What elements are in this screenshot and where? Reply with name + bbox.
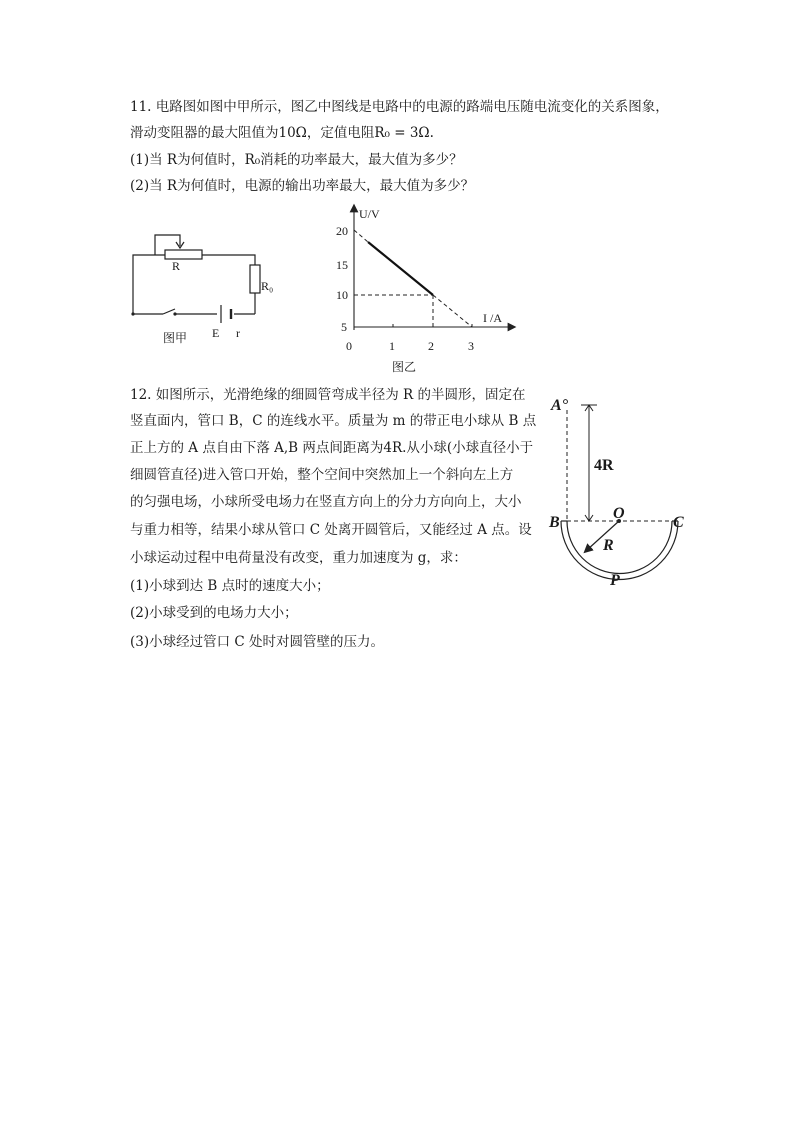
y-tick-10: 10 <box>336 288 348 302</box>
q12-question-2: (2)小球受到的电场力大小； <box>130 605 298 621</box>
x-tick-0: 0 <box>346 339 352 353</box>
q12-line-7: 小球运动过程中电荷量没有改变，重力加速度为 g，求： <box>130 550 467 566</box>
q12-line-4: 细圆管直径)进入管口开始，整个空间中突然加上一个斜向左上方 <box>130 467 514 483</box>
label-R0: R₀ <box>261 279 274 293</box>
q12-question-3: (3)小球经过管口 C 处时对圆管壁的压力。 <box>130 634 385 650</box>
x-axis-label: I /A <box>483 311 502 325</box>
y-tick-5: 5 <box>341 320 347 334</box>
x-tick-2: 2 <box>428 339 434 353</box>
resistor-R0 <box>250 265 260 293</box>
q11-question-2: (2)当 R为何值时，电源的输出功率最大，最大值为多少？ <box>130 178 475 194</box>
label-r: r <box>236 326 240 340</box>
q12-line-5: 的匀强电场，小球所受电场力在竖直方向上的分力方向向上，大小 <box>130 494 522 510</box>
graph-line <box>368 242 433 295</box>
y-tick-20: 20 <box>336 224 348 238</box>
semicircle-tube-figure <box>545 390 705 590</box>
ui-graph <box>330 200 520 375</box>
label-B: B <box>549 514 560 531</box>
circuit-diagram <box>125 225 285 350</box>
label-A: A° <box>551 397 569 414</box>
y-axis-label: U/V <box>359 207 380 221</box>
label-4R: 4R <box>594 457 614 474</box>
q12-question-1: (1)小球到达 B 点时的速度大小； <box>130 578 330 594</box>
label-C: C <box>673 514 684 531</box>
q11-line-1: 11. 电路图如图中甲所示，图乙中图线是电路中的电源的路端电压随电流变化的关系图象， <box>130 99 669 115</box>
q12-line-2: 竖直面内，管口 B，C 的连线水平。质量为 m 的带正电小球从 B 点 <box>130 413 537 429</box>
label-O: O <box>613 505 625 522</box>
q12-line-3: 正上方的 A 点自由下落 A,B 两点间距离为4R.从小球(小球直径小于 <box>130 440 534 456</box>
q11-line-2: 滑动变阻器的最大阻值为10Ω，定值电阻R₀ = 3Ω. <box>130 125 434 141</box>
label-E: E <box>212 326 220 340</box>
x-tick-3: 3 <box>468 339 474 353</box>
label-R: R <box>172 259 181 273</box>
y-tick-15: 15 <box>336 258 348 272</box>
caption-jia: 图甲 <box>163 331 188 345</box>
rheostat-R <box>165 250 202 259</box>
q12-line-1: 12. 如图所示，光滑绝缘的细圆管弯成半径为 R 的半圆形，固定在 <box>130 387 526 403</box>
q12-line-6: 与重力相等，结果小球从管口 C 处离开圆管后，又能经过 A 点。设 <box>130 522 532 538</box>
caption-yi: 图乙 <box>392 360 417 374</box>
q11-question-1: (1)当 R为何值时，R₀消耗的功率最大，最大值为多少？ <box>130 152 463 168</box>
label-R-radius: R <box>603 537 614 554</box>
x-tick-1: 1 <box>389 339 395 353</box>
label-P: P <box>610 572 620 589</box>
